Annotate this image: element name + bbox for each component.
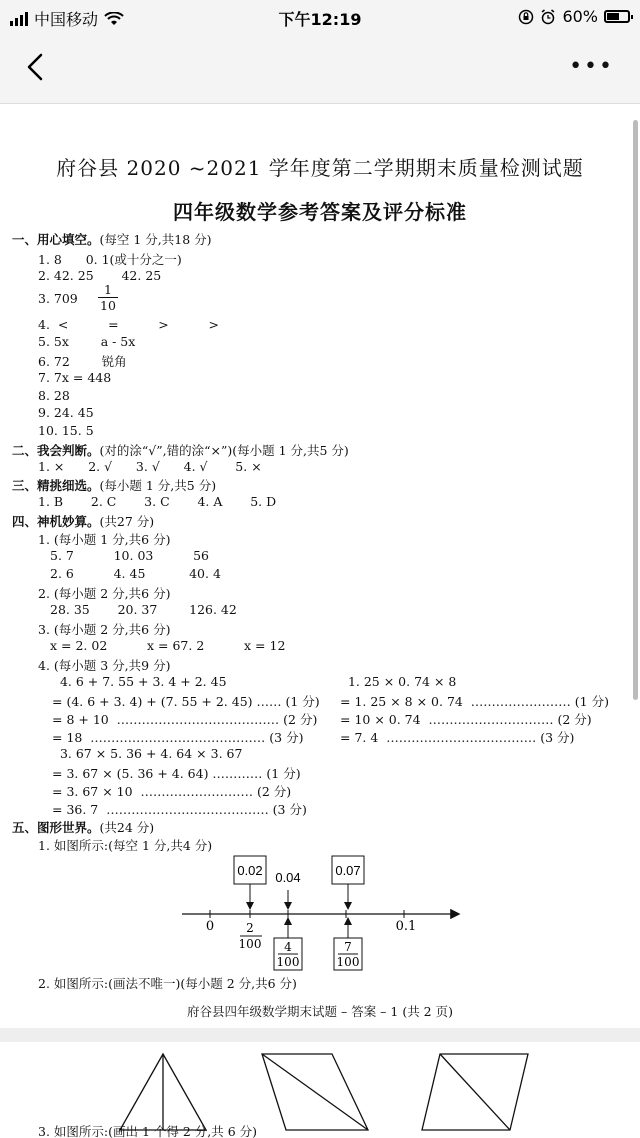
fraction-7-100-num: 7	[344, 940, 352, 954]
answer-5-3-header: 3. 如图所示:(画出 1 个得 2 分,共 6 分)	[38, 1124, 258, 1138]
fraction-2-100-num: 2	[246, 921, 254, 935]
answer-3: 1. B 2. C 3. C 4. A 5. D	[38, 494, 277, 509]
answer-1-8: 8. 28	[38, 388, 70, 403]
answer-4-1-row1: 5. 7 10. 03 56	[50, 548, 209, 563]
shape-triangle	[118, 1052, 208, 1132]
calc-3-line: 3. 67 × 5. 36 + 4. 64 × 3. 67	[52, 746, 243, 761]
answer-1-2: 2. 42. 25 42. 25	[38, 268, 162, 283]
calc-1-line: = 18 …………………………………… (3 分)	[52, 730, 304, 745]
answer-4-2-header: 2. (每小题 2 分,共6 分)	[38, 586, 171, 601]
carrier-label: 中国移动	[34, 10, 99, 29]
shape-trapezoid	[260, 1052, 370, 1132]
answer-4-3-row: x = 2. 02 x = 67. 2 x = 12	[50, 638, 286, 653]
answer-1-5: 5. 5x a - 5x	[38, 334, 136, 349]
answer-2: 1. × 2. √ 3. √ 4. √ 5. ×	[38, 459, 262, 474]
label-zero: 0	[205, 919, 215, 934]
calc-3-line: = 3. 67 × (5. 36 + 4. 64) ………… (1 分)	[52, 766, 301, 781]
fraction-2-100-den: 100	[238, 937, 262, 951]
calc-1-line: = 8 + 10 ………………………………… (2 分)	[52, 712, 318, 727]
page-footer: 府谷县四年级数学期末试题 – 答案 – 1 (共 2 页)	[187, 1004, 453, 1019]
box-0-07-text: 0.07	[335, 863, 361, 878]
calc-2-line: = 1. 25 × 8 × 0. 74 …………………… (1 分)	[340, 694, 609, 709]
calc-1-line: 4. 6 + 7. 55 + 3. 4 + 2. 45	[52, 674, 227, 689]
fraction-4-100-den: 100	[276, 955, 300, 969]
calc-3-line: = 3. 67 × 10 ……………………… (2 分)	[52, 784, 292, 799]
nav-bar	[0, 34, 640, 104]
answer-4-1-header: 1. (每小题 1 分,共6 分)	[38, 532, 171, 547]
answer-1-7: 7. 7x = 448	[38, 370, 112, 385]
document-page-2	[0, 1042, 640, 1138]
answer-4-2-row: 28. 35 20. 37 126. 42	[50, 602, 237, 617]
document-title: 府谷县 2020 ~2021 学年度第二学期期末质量检测试题	[56, 156, 584, 180]
calc-3-line: = 36. 7 ………………………………… (3 分)	[52, 802, 307, 817]
fraction-4-100-num: 4	[284, 940, 292, 954]
label-0-1: 0.1	[395, 919, 417, 934]
section-3-heading: 三、精挑细选。(每小题 1 分,共5 分)	[12, 478, 217, 493]
section-2-heading: 二、我会判断。(对的涂“√”,错的涂“×”)(每小题 1 分,共5 分)	[12, 443, 349, 458]
fraction-7-100-den: 100	[336, 955, 360, 969]
answer-1-6: 6. 72 锐角	[38, 354, 127, 369]
answer-4-1-row2: 2. 6 4. 45 40. 4	[50, 566, 221, 581]
fraction-1-10: $\frac{1}{10}$	[100, 282, 116, 313]
answer-4-3-header: 3. (每小题 2 分,共6 分)	[38, 622, 171, 637]
section-5-heading: 五、图形世界。(共24 分)	[12, 820, 155, 835]
status-bar	[0, 0, 640, 34]
number-line-diagram	[170, 848, 470, 973]
battery-percent: 60%	[562, 7, 598, 26]
alarm-icon	[540, 9, 556, 25]
answer-4-4-header: 4. (每小题 3 分,共9 分)	[38, 658, 171, 673]
answer-1-4: 4. < = > >	[38, 317, 219, 332]
label-0-04: 0.04	[275, 870, 301, 885]
section-1-heading: 一、用心填空。(每空 1 分,共18 分)	[12, 232, 212, 247]
clock: 下午12:19	[278, 10, 362, 29]
box-0-02-text: 0.02	[237, 863, 263, 878]
answer-5-1-header: 1. 如图所示:(每空 1 分,共4 分)	[38, 838, 213, 853]
calc-1-line: = (4. 6 + 3. 4) + (7. 55 + 2. 45) …… (1 分)	[52, 694, 320, 709]
answer-1-3: 3. 709	[38, 291, 78, 306]
battery-icon	[604, 10, 630, 23]
section-4-heading: 四、神机妙算。(共27 分)	[12, 514, 155, 529]
answer-1-1: 1. 8 0. 1(或十分之一)	[38, 252, 182, 267]
page-gap	[0, 1028, 640, 1042]
chevron-left-icon[interactable]	[22, 52, 52, 82]
rotation-lock-icon	[518, 9, 534, 25]
document-subtitle: 四年级数学参考答案及评分标准	[173, 200, 467, 224]
calc-2-line: 1. 25 × 0. 74 × 8	[340, 674, 457, 689]
shape-parallelogram	[420, 1052, 530, 1132]
calc-2-line: = 10 × 0. 74 ………………………… (2 分)	[340, 712, 592, 727]
answer-5-2-header: 2. 如图所示:(画法不唯一)(每小题 2 分,共6 分)	[38, 976, 297, 991]
more-horizontal-icon[interactable]: •••	[569, 54, 614, 79]
calc-2-line: = 7. 4 ……………………………… (3 分)	[340, 730, 575, 745]
answer-1-10: 10. 15. 5	[38, 423, 94, 438]
answer-1-9: 9. 24. 45	[38, 405, 94, 420]
